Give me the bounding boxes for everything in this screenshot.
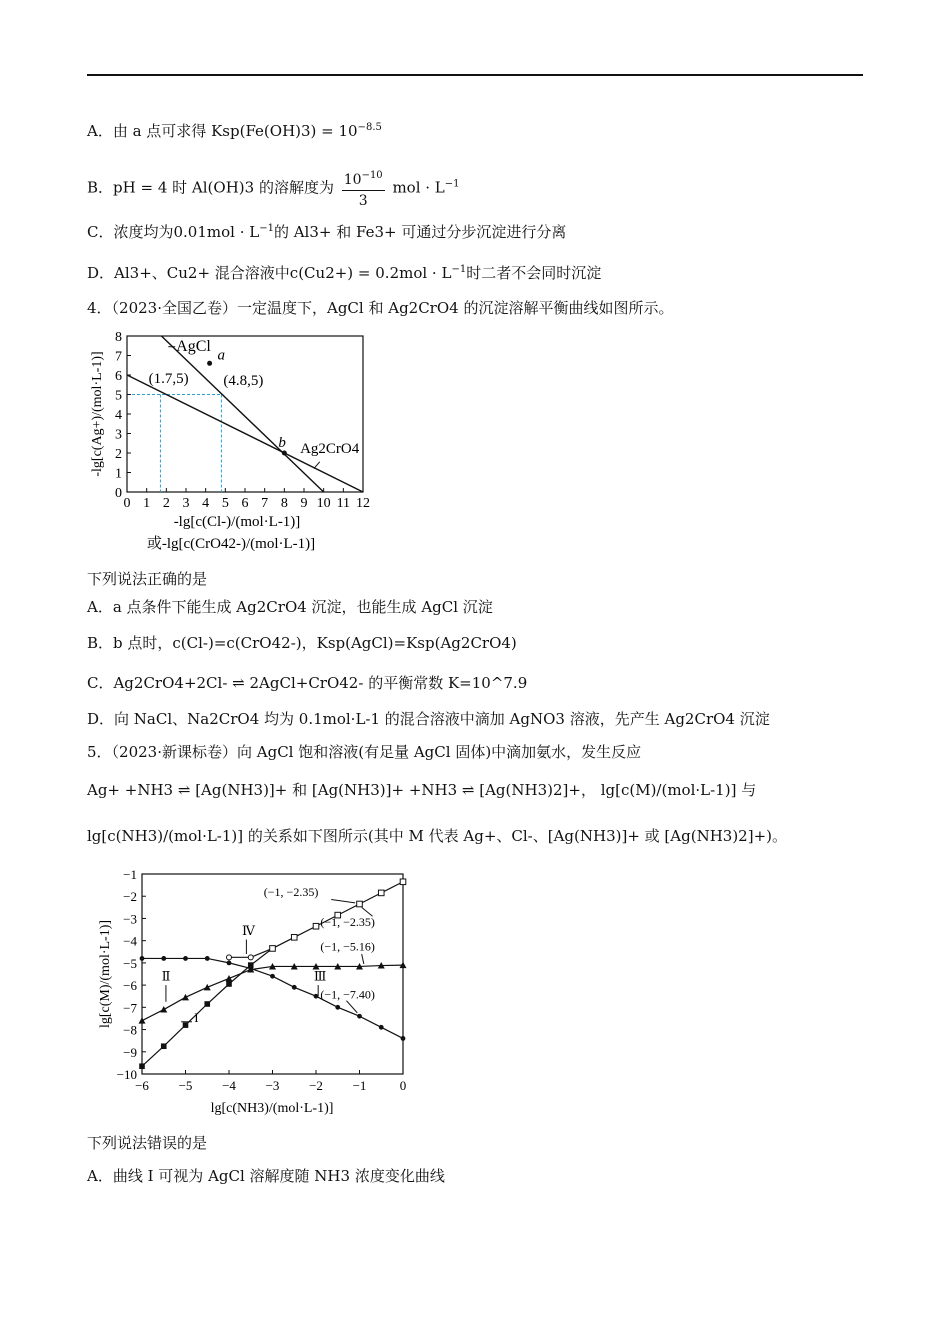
marker-square — [204, 1001, 210, 1007]
label-II: Ⅱ — [161, 968, 171, 984]
q5-relation: lg[c(NH3)/(mol·L-1)] 的关系如下图所示(其中 M 代表 Ag+、Cl-、[Ag(NH3)]+ 或 [Ag(NH3)2]+)。 — [87, 827, 787, 845]
option-letter: B． — [87, 178, 114, 197]
y-tick-label: −1 — [123, 867, 137, 882]
y-tick-label: 3 — [115, 427, 122, 443]
y-tick-label: −4 — [123, 933, 137, 949]
x-tick-label: −5 — [178, 1078, 193, 1093]
label-ag2cro4: Ag2CrO4 — [300, 441, 360, 457]
option-text-rest: 时二者不会同时沉淀 — [466, 264, 602, 282]
marker-triangle — [226, 975, 233, 982]
marker-open-square — [291, 935, 297, 941]
numerator: 10 — [343, 172, 362, 188]
y-tick-label: 2 — [115, 447, 122, 462]
complex-equilibrium-chart — [87, 862, 427, 1124]
q5-equation: Ag+ +NH3 ⇌ [Ag(NH3)]+ 和 [Ag(NH3)]+ +NH3 ⇌ [Ag(NH3)2]+， lg[c(M)/(mol·L-1)] 与 — [87, 781, 757, 799]
y-tick-label: 7 — [115, 349, 122, 365]
chart2-xlabel: lg[c(NH3)/(mol·L-1)] — [210, 1101, 334, 1116]
label-b: b — [278, 435, 286, 452]
marker-open-circle — [248, 955, 253, 960]
marker-triangle — [160, 1006, 167, 1013]
option-expr: Ksp(Fe(OH)3) = 10 — [211, 122, 358, 140]
marker-dot — [205, 956, 210, 961]
x-tick-label: 2 — [162, 496, 170, 511]
q5-prompt: 下列说法错误的是 — [87, 1134, 208, 1152]
chart2-ylabel: lg[c(M)/(mol·L-1)] — [98, 919, 113, 1029]
x-tick-label: −1 — [352, 1078, 367, 1093]
y-tick-label: 8 — [115, 330, 122, 345]
exponent: −10 — [361, 170, 383, 181]
marker-square — [161, 1043, 167, 1049]
x-tick-label: 6 — [241, 496, 249, 511]
annotation-3: (−1, −5.16) — [320, 939, 375, 954]
marker-triangle — [139, 1017, 146, 1024]
y-tick-label: −2 — [123, 889, 137, 905]
x-tick-label: 12 — [356, 496, 370, 511]
series-line-Ag2CrO4 — [127, 372, 363, 492]
denominator: 3 — [358, 193, 368, 209]
q4-stem: 4．（2023·全国乙卷）一定温度下，AgCl 和 Ag2CrO4 的沉淀溶解平衡曲线如图所示。 — [87, 299, 674, 317]
y-tick-label: 4 — [115, 408, 122, 423]
x-tick-label: −3 — [265, 1078, 280, 1093]
exponent: −1 — [259, 223, 274, 234]
option-text: A．由 a 点可求得 — [87, 122, 207, 140]
q3-option-c — [87, 219, 566, 242]
x-tick-label: 5 — [221, 496, 229, 511]
chart1-ylabel: -lg[c(Ag+)/(mol·L-1)] — [90, 351, 105, 477]
annotation-4: (−1, −7.40) — [320, 987, 375, 1002]
q5-option-a: A．曲线 I 可视为 AgCl 溶解度随 NH3 浓度变化曲线 — [87, 1167, 445, 1185]
solubility-chart — [87, 326, 387, 558]
x-tick-label: 8 — [280, 496, 288, 511]
y-tick-label: −6 — [123, 978, 137, 994]
series-line-AgCl — [161, 336, 323, 492]
marker-triangle — [204, 984, 211, 991]
marker-dot — [183, 956, 188, 961]
x-tick-label: 10 — [316, 496, 331, 511]
chart1-xlabel: -lg[c(Cl-)/(mol·L-1)] — [173, 514, 301, 530]
marker-dot — [401, 1036, 406, 1041]
y-tick-label: −5 — [123, 955, 137, 971]
marker-open-square — [400, 879, 406, 885]
q3-option-b — [87, 166, 460, 211]
marker-dot — [292, 985, 297, 990]
marker-triangle — [182, 994, 189, 1001]
marker-dot — [161, 956, 166, 961]
unit: mol · L — [392, 178, 445, 197]
exponent: −1 — [451, 264, 467, 275]
fraction — [342, 166, 385, 211]
option-cond: pH = 4 时 — [113, 178, 188, 197]
annotation-leader — [331, 900, 355, 903]
header-rule — [87, 74, 863, 76]
annotation-1: (−1, −2.35) — [263, 885, 319, 900]
option-text: D．Al3+、Cu2+ 混合溶液中 — [87, 264, 290, 282]
q4-prompt: 下列说法正确的是 — [87, 570, 208, 588]
x-tick-label: 1 — [143, 496, 151, 511]
marker-open-square — [270, 946, 276, 952]
marker-dot — [227, 960, 232, 965]
marker-square — [183, 1022, 189, 1028]
marker-open-square — [313, 923, 319, 929]
option-expr: c(Cu2+) = 0.2mol · L — [289, 264, 452, 282]
label-ag2cro4-leader — [314, 462, 320, 469]
label-a: a — [217, 347, 225, 364]
y-tick-label: −8 — [123, 1022, 137, 1038]
q4-option-d: D．向 NaCl、Na2CrO4 均为 0.1mol·L-1 的混合溶液中滴加 AgNO3 溶液，先产生 Ag2CrO4 沉淀 — [87, 710, 770, 728]
q5-stem: 5．（2023·新课标卷）向 AgCl 饱和溶液(有足量 AgCl 固体)中滴加氨水，发生反应 — [87, 743, 642, 761]
point-b — [282, 451, 287, 456]
point-a — [207, 361, 212, 366]
q3-option-d — [87, 260, 601, 283]
label-III: Ⅲ — [313, 968, 327, 984]
label-IV: Ⅳ — [242, 923, 256, 939]
x-tick-label: 0 — [123, 496, 131, 511]
label-I: I — [194, 1009, 199, 1025]
chart1-xlabel-alt: 或-lg[c(CrO42-)/(mol·L-1)] — [146, 536, 316, 552]
marker-dot — [357, 1014, 362, 1019]
marker-dot — [248, 966, 253, 971]
x-tick-label: −4 — [222, 1078, 236, 1093]
y-tick-label: −7 — [123, 1000, 137, 1016]
marker-dot — [140, 956, 145, 961]
concentration: 0.01mol · L — [173, 223, 260, 241]
x-tick-label: 11 — [336, 496, 351, 511]
label-p1: (1.7,5) — [148, 370, 189, 387]
exponent: −8.5 — [357, 122, 382, 133]
q3-option-a — [87, 118, 382, 141]
option-text-rest: 的 Al3+ 和 Fe3+ 可通过分步沉淀进行分离 — [273, 223, 567, 241]
y-tick-label: 0 — [115, 486, 122, 501]
x-tick-label: −2 — [309, 1078, 323, 1093]
x-tick-label: −6 — [135, 1078, 149, 1093]
q4-option-c: C．Ag2CrO4+2Cl- ⇌ 2AgCl+CrO42- 的平衡常数 K=10^7.9 — [87, 674, 528, 692]
y-tick-label: −10 — [116, 1067, 137, 1082]
annotation-leader — [362, 954, 364, 964]
q4-option-a: A．a 点条件下能生成 Ag2CrO4 沉淀，也能生成 AgCl 沉淀 — [87, 598, 493, 616]
marker-open-square — [357, 901, 363, 907]
y-tick-label: 5 — [115, 388, 122, 404]
y-tick-label: 6 — [115, 369, 122, 384]
marker-dot — [379, 1025, 384, 1030]
x-tick-label: 4 — [202, 496, 210, 511]
marker-dot — [270, 974, 275, 979]
marker-square — [139, 1063, 145, 1069]
option-text: C．浓度均为 — [87, 223, 174, 241]
label-p2: (4.8,5) — [223, 372, 264, 389]
marker-dot — [335, 1005, 340, 1010]
x-tick-label: 0 — [399, 1078, 407, 1093]
x-tick-label: 9 — [300, 496, 308, 511]
q4-option-b: B．b 点时，c(Cl-)=c(CrO42-)，Ksp(AgCl)=Ksp(Ag2CrO4) — [87, 634, 517, 652]
marker-open-square — [378, 890, 384, 896]
exponent: −1 — [444, 178, 460, 190]
label-agcl: AgCl — [176, 337, 211, 355]
x-tick-label: 3 — [182, 496, 190, 511]
x-tick-label: 7 — [261, 496, 269, 511]
marker-open-circle — [227, 955, 232, 960]
y-tick-label: −3 — [123, 911, 137, 927]
y-tick-label: −9 — [123, 1044, 137, 1060]
annotation-2: (−1, −2.35) — [320, 915, 375, 930]
option-text: Al(OH)3 的溶解度为 — [191, 178, 334, 197]
y-tick-label: 1 — [115, 466, 122, 482]
marker-square — [226, 981, 232, 987]
